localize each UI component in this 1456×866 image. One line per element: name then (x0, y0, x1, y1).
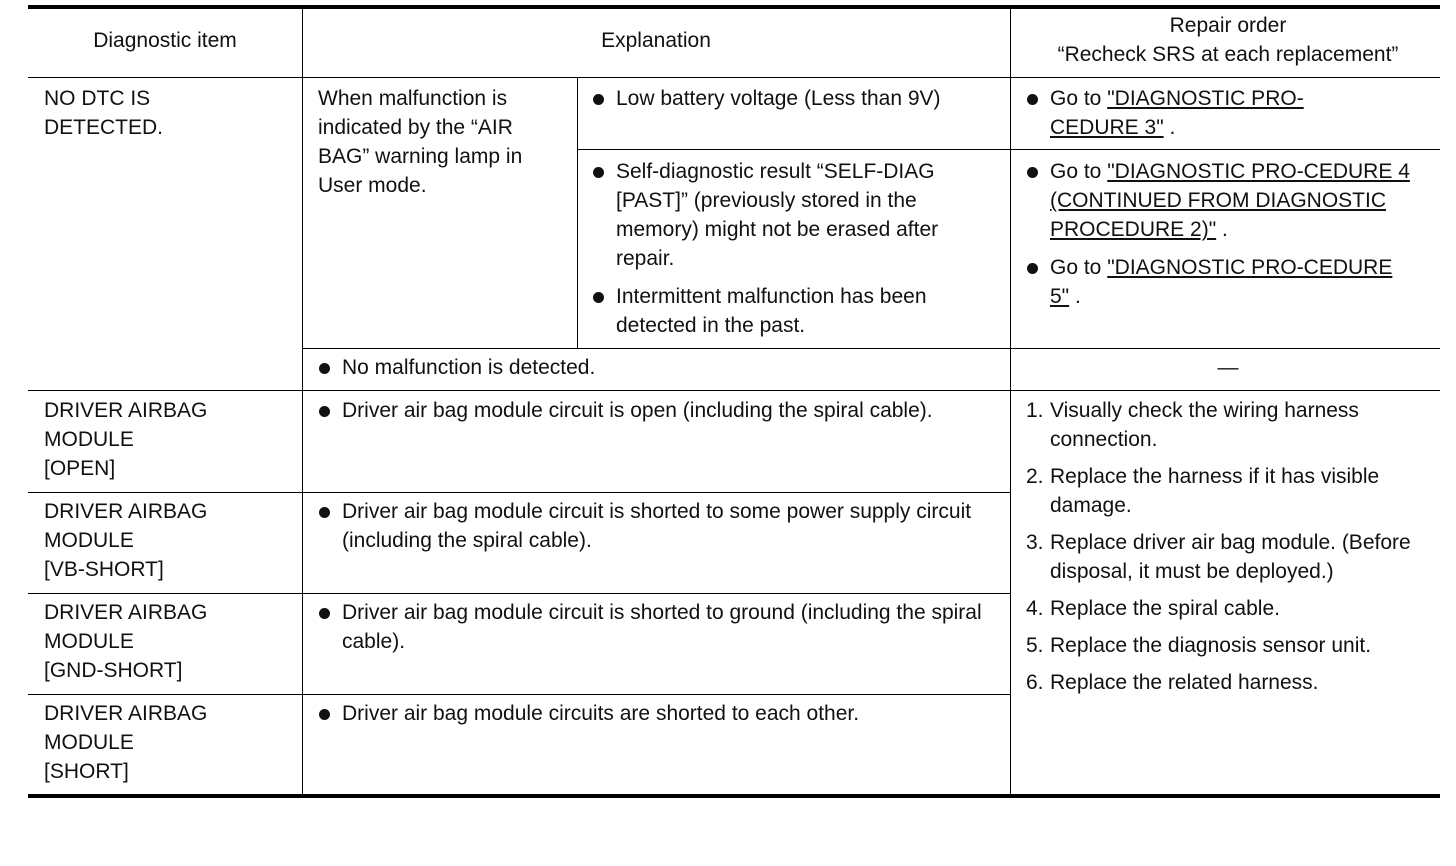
row-divider (28, 593, 1010, 594)
item-line: [GND-SHORT] (44, 659, 183, 682)
step-text: Replace the related harness. (1050, 671, 1319, 694)
header-divider (28, 77, 1440, 78)
column-divider (1010, 8, 1011, 796)
step-number: 4. (1026, 597, 1044, 620)
go-to-label: Go to (1050, 256, 1102, 279)
column-divider (577, 78, 578, 348)
suffix: . (1222, 218, 1228, 241)
header-repair-order-title: Repair order (1169, 14, 1287, 37)
item-driver-airbag-gnd-short (44, 598, 294, 685)
item-driver-airbag-open (44, 396, 294, 483)
step-text: Replace the diagnosis sensor unit. (1050, 634, 1372, 657)
step-text: Replace driver air bag module. (Before disposal, it must be deployed.) (1050, 531, 1411, 583)
item-line: DRIVER AIRBAG (44, 500, 208, 523)
list-item (1026, 157, 1410, 244)
header-diagnostic-item: Diagnostic item (93, 29, 237, 52)
step-text: Replace the harness if it has visible damage. (1050, 465, 1380, 517)
list-item: Driver air bag module circuit is shorted to ground (including the spiral cable). (318, 598, 1004, 656)
item-line: MODULE (44, 731, 134, 754)
item-line: [SHORT] (44, 760, 129, 783)
explanation-driver-airbag-vb-short (318, 497, 990, 564)
list-item: Driver air bag module circuit is open (including the spiral cable). (318, 396, 1008, 425)
diagnostic-procedure-5-link[interactable]: "DIAGNOSTIC PRO-CEDURE 5" (1050, 256, 1393, 308)
list-item: Self-diagnostic result “SELF-DIAG [PAST]” (previously stored in the memory) might not be erased after repair. (592, 157, 990, 273)
list-item: Driver air bag module circuits are shorted to each other. (318, 699, 1004, 728)
item-no-dtc: NO DTC IS DETECTED. (44, 87, 164, 139)
go-to-label: Go to (1050, 160, 1102, 183)
item-line: DRIVER AIRBAG (44, 702, 208, 725)
no-dtc-explanation-3 (318, 353, 998, 391)
step-text: Replace the spiral cable. (1050, 597, 1280, 620)
header-repair-order (1010, 11, 1446, 69)
suffix: . (1169, 116, 1176, 139)
table-top-border (28, 5, 1440, 9)
step-number: 1. (1026, 399, 1044, 422)
step-number: 3. (1026, 531, 1044, 554)
go-to-label: Go to (1050, 87, 1102, 110)
item-line: MODULE (44, 428, 134, 451)
step-text: Visually check the wiring harness connection. (1050, 399, 1359, 451)
no-dtc-condition: When malfunction is indicated by the “AIR BAG” warning lamp in User mode. (318, 87, 523, 197)
list-item (1026, 668, 1426, 697)
list-item (1026, 84, 1356, 142)
step-number: 6. (1026, 671, 1044, 694)
explanation-driver-airbag-open (318, 396, 1008, 434)
list-item (1026, 462, 1426, 520)
row-divider (28, 492, 1010, 493)
list-item (1026, 631, 1426, 660)
item-line: DRIVER AIRBAG (44, 399, 208, 422)
row-divider (28, 694, 1010, 695)
item-driver-airbag-short (44, 699, 294, 786)
step-number: 2. (1026, 465, 1044, 488)
list-item: Driver air bag module circuit is shorted to some power supply circuit (including the spiral cable). (318, 497, 990, 555)
step-number: 5. (1026, 634, 1044, 657)
list-item (1026, 528, 1426, 586)
no-dtc-repair-3: — (1217, 356, 1239, 379)
header-repair-order-note: “Recheck SRS at each replacement” (1057, 43, 1399, 66)
explanation-driver-airbag-short (318, 699, 1004, 737)
diagnostic-procedure-3-link[interactable]: "DIAGNOSTIC PRO-CEDURE 3" (1050, 87, 1304, 139)
list-item (1026, 594, 1426, 623)
no-dtc-repair-2 (1026, 157, 1410, 320)
item-line: [OPEN] (44, 457, 116, 480)
explanation-driver-airbag-gnd-short (318, 598, 1004, 665)
item-line: DRIVER AIRBAG (44, 601, 208, 624)
list-item: No malfunction is detected. (318, 353, 998, 382)
no-dtc-explanation-2 (592, 157, 990, 349)
item-line: MODULE (44, 529, 134, 552)
table-bottom-border (28, 794, 1440, 798)
no-dtc-explanation-1 (592, 84, 1002, 122)
suffix: . (1074, 285, 1081, 308)
column-divider (302, 8, 303, 796)
diagnostic-procedure-4-link[interactable]: "DIAGNOSTIC PRO-CEDURE 4 (CONTINUED FROM DIAGNOSTIC PROCEDURE 2)" (1050, 160, 1410, 241)
list-item (1026, 396, 1426, 454)
item-driver-airbag-vb-short (44, 497, 294, 584)
header-explanation: Explanation (601, 29, 711, 52)
list-item: Intermittent malfunction has been detected in the past. (592, 282, 990, 340)
item-line: MODULE (44, 630, 134, 653)
item-line: [VB-SHORT] (44, 558, 164, 581)
list-item (1026, 253, 1410, 311)
no-dtc-repair-1 (1026, 84, 1356, 151)
list-item: Low battery voltage (Less than 9V) (592, 84, 1002, 113)
repair-steps-list (1026, 396, 1426, 705)
